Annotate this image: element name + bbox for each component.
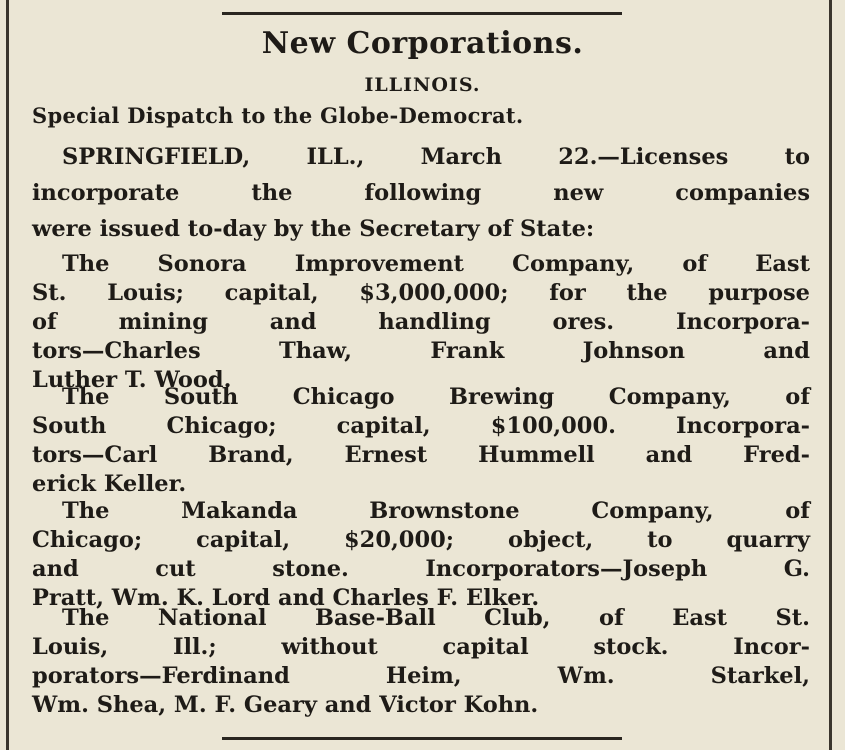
paragraph-line: Chicago; capital, $20,000; object, to quarry bbox=[32, 527, 810, 553]
paragraph-line: The Makanda Brownstone Company, of bbox=[62, 498, 810, 524]
top-divider-rule bbox=[222, 12, 622, 15]
paragraph-line: The Sonora Improvement Company, of East bbox=[62, 251, 810, 277]
corporation-paragraph-sonora bbox=[32, 250, 810, 395]
paragraph-line: The National Base-Ball Club, of East St. bbox=[62, 605, 810, 631]
intro-paragraph bbox=[32, 139, 810, 247]
paragraph-line: tors—Charles Thaw, Frank Johnson and bbox=[32, 338, 810, 364]
article-headline: New Corporations. bbox=[261, 26, 584, 61]
intro-line: incorporate the following new companies bbox=[32, 180, 810, 206]
dispatch-line: Special Dispatch to the Globe-Democrat. bbox=[32, 103, 524, 128]
paragraph-line: Louis, Ill.; without capital stock. Incor- bbox=[32, 634, 810, 660]
paragraph-line: of mining and handling ores. Incorpora- bbox=[32, 309, 810, 335]
intro-line: SPRINGFIELD, ILL., March 22.—Licenses to bbox=[62, 144, 810, 170]
paragraph-line: The South Chicago Brewing Company, of bbox=[62, 384, 810, 410]
left-column-rule bbox=[6, 0, 9, 750]
paragraph-line: South Chicago; capital, $100,000. Incorpora- bbox=[32, 413, 810, 439]
right-column-rule bbox=[829, 0, 832, 750]
intro-line: were issued to-day by the Secretary of State: bbox=[32, 216, 595, 242]
paragraph-line: Pratt, Wm. K. Lord and Charles F. Elker. bbox=[32, 585, 540, 611]
paragraph-line: Luther T. Wood. bbox=[32, 367, 232, 393]
paragraph-line: tors—Carl Brand, Ernest Hummell and Fred- bbox=[32, 442, 810, 468]
paragraph-line: St. Louis; capital, $3,000,000; for the purpose bbox=[32, 280, 810, 306]
section-subhead: ILLINOIS. bbox=[364, 74, 481, 96]
paragraph-line: porators—Ferdinand Heim, Wm. Starkel, bbox=[32, 663, 810, 689]
corporation-paragraph-baseball bbox=[32, 604, 810, 720]
paragraph-line: Wm. Shea, M. F. Geary and Victor Kohn. bbox=[32, 692, 539, 718]
corporation-paragraph-brewing bbox=[32, 383, 810, 499]
paragraph-line: and cut stone. Incorporators—Joseph G. bbox=[32, 556, 810, 582]
corporation-paragraph-brownstone bbox=[32, 497, 810, 613]
paragraph-line: erick Keller. bbox=[32, 471, 187, 497]
bottom-divider-rule bbox=[222, 737, 622, 740]
